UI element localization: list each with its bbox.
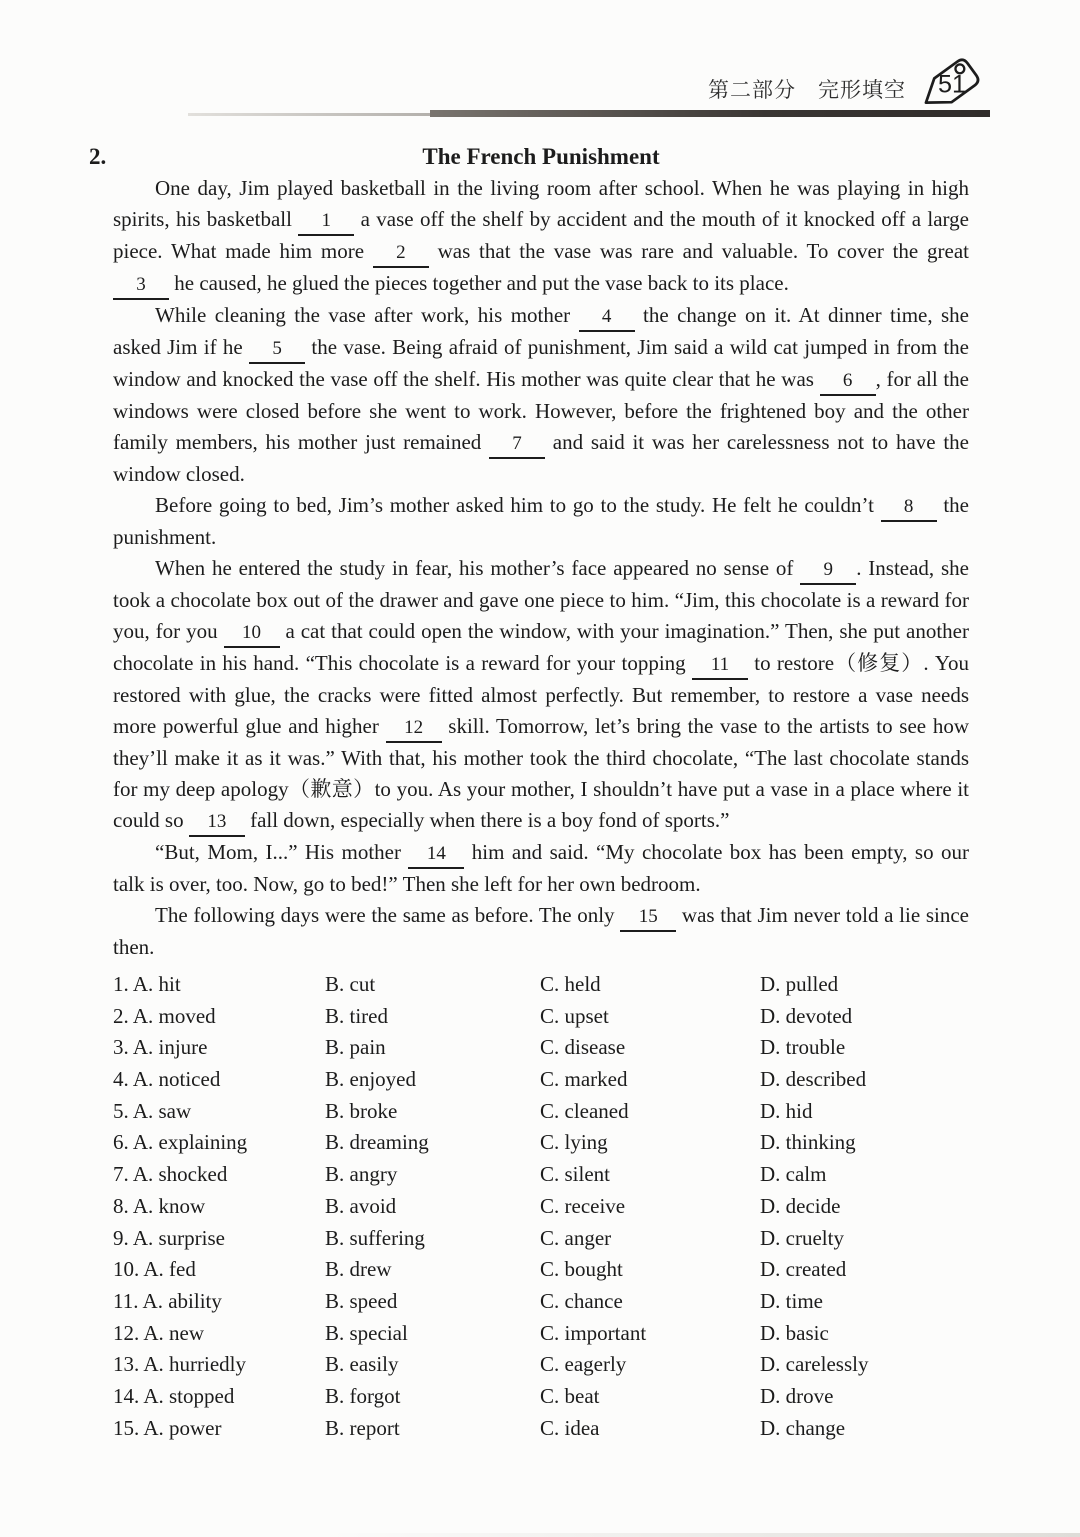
passage-paragraph-1: One day, Jim played basketball in the living room after school. When he was playing in high spirits, his basketball 1 a vase off the shelf by accident and the mouth of it knocked off a large piece. What made him more 2 was that the vase was rare and valuable. To cover the great 3 he caused, he glued the pieces together and put the vase back to its place. bbox=[113, 173, 969, 300]
option-11-B: B. speed bbox=[325, 1288, 398, 1313]
option-8-B: B. avoid bbox=[325, 1193, 397, 1218]
option-6-C: C. lying bbox=[540, 1130, 608, 1155]
option-15-C: C. idea bbox=[540, 1415, 600, 1440]
option-8-C: C. receive bbox=[540, 1193, 626, 1218]
blank-14: 14 bbox=[408, 842, 464, 869]
option-14-B: B. forgot bbox=[325, 1383, 401, 1408]
exercise-number: 2. bbox=[89, 144, 107, 169]
option-6-D: D. thinking bbox=[760, 1130, 856, 1155]
option-11-A: 11. A. ability bbox=[113, 1288, 222, 1313]
blank-7: 7 bbox=[489, 432, 545, 459]
blank-8: 8 bbox=[881, 495, 937, 522]
blank-12: 12 bbox=[386, 716, 442, 743]
passage-paragraph-4: When he entered the study in fear, his mother’s face appeared no sense of 9 . Instead, she took a chocolate box out of the drawer and gave one piece to him. “Jim, this chocolate is a reward for you, for you 10 a cat that could open the window, with your imagination.” Then, she put another chocolate in his hand. “This chocolate is a reward for your topping 11 to restore（修复）. You restored with glue, the cracks were fitted almost perfectly. But remember, to restore a vase needs more powerful glue and higher 12 skill. Tomorrow, let’s bring the vase to the artists to see how they’ll make it as it was.” With that, his mother took the third chocolate, “The last chocolate stands for my deep apology（歉意）to you. As your mother, I shouldn’t have put a vase in a place where it could so 13 fall down, especially when there is a boy fond of sports.” bbox=[113, 553, 969, 837]
passage-title: The French Punishment bbox=[422, 144, 660, 169]
option-4-B: B. enjoyed bbox=[325, 1067, 416, 1092]
option-row-7 bbox=[113, 1159, 969, 1191]
option-13-A: 13. A. hurriedly bbox=[113, 1352, 246, 1377]
passage-paragraph-6: The following days were the same as before. The only 15 was that Jim never told a lie since then. bbox=[113, 903, 969, 959]
option-row-15 bbox=[113, 1413, 969, 1445]
option-row-9 bbox=[113, 1223, 969, 1255]
option-row-14 bbox=[113, 1381, 969, 1413]
blank-9: 9 bbox=[800, 558, 856, 585]
option-row-1 bbox=[113, 969, 969, 1001]
option-9-B: B. suffering bbox=[325, 1225, 425, 1250]
option-9-C: C. anger bbox=[540, 1225, 612, 1250]
option-15-B: B. report bbox=[325, 1415, 400, 1440]
blank-10: 10 bbox=[224, 621, 280, 648]
option-14-A: 14. A. stopped bbox=[113, 1383, 235, 1408]
option-2-D: D. devoted bbox=[760, 1003, 853, 1028]
passage-paragraph-3: Before going to bed, Jim’s mother asked him to go to the study. He felt he couldn’t 8 the punishment. bbox=[113, 493, 969, 549]
option-3-D: D. trouble bbox=[760, 1035, 846, 1060]
blank-1: 1 bbox=[298, 209, 354, 236]
option-5-D: D. hid bbox=[760, 1098, 813, 1123]
option-14-C: C. beat bbox=[540, 1383, 600, 1408]
option-12-D: D. basic bbox=[760, 1320, 829, 1345]
blank-4: 4 bbox=[579, 305, 635, 332]
option-12-A: 12. A. new bbox=[113, 1320, 204, 1345]
option-10-A: 10. A. fed bbox=[113, 1257, 196, 1282]
option-9-A: 9. A. surprise bbox=[113, 1225, 225, 1250]
option-11-D: D. time bbox=[760, 1288, 823, 1313]
option-6-B: B. dreaming bbox=[325, 1130, 429, 1155]
blank-11: 11 bbox=[692, 653, 748, 680]
blank-3: 3 bbox=[113, 273, 169, 300]
option-row-8 bbox=[113, 1191, 969, 1223]
option-row-12 bbox=[113, 1318, 969, 1350]
option-10-C: C. bought bbox=[540, 1257, 623, 1282]
scan-bottom-edge bbox=[0, 1533, 1080, 1537]
worksheet-content bbox=[89, 142, 969, 1444]
option-2-B: B. tired bbox=[325, 1003, 388, 1028]
option-13-C: C. eagerly bbox=[540, 1352, 627, 1377]
option-12-B: B. special bbox=[325, 1320, 408, 1345]
option-14-D: D. drove bbox=[760, 1383, 834, 1408]
option-13-B: B. easily bbox=[325, 1352, 399, 1377]
passage-paragraph-5: “But, Mom, I...” His mother 14 him and said. “My chocolate box has been empty, so our talk is over, too. Now, go to bed!” Then she left for her own bedroom. bbox=[113, 840, 969, 896]
option-5-C: C. cleaned bbox=[540, 1098, 629, 1123]
option-10-B: B. drew bbox=[325, 1257, 392, 1282]
option-5-B: B. broke bbox=[325, 1098, 398, 1123]
option-15-A: 15. A. power bbox=[113, 1415, 222, 1440]
option-8-A: 8. A. know bbox=[113, 1193, 206, 1218]
option-4-D: D. described bbox=[760, 1067, 867, 1092]
option-row-11 bbox=[113, 1286, 969, 1318]
option-7-C: C. silent bbox=[540, 1162, 611, 1187]
option-row-6 bbox=[113, 1127, 969, 1159]
option-6-A: 6. A. explaining bbox=[113, 1130, 248, 1155]
option-3-A: 3. A. injure bbox=[113, 1035, 208, 1060]
blank-5: 5 bbox=[249, 337, 305, 364]
option-7-B: B. angry bbox=[325, 1162, 398, 1187]
option-4-A: 4. A. noticed bbox=[113, 1067, 221, 1092]
section-header-label: 第二部分 完形填空 bbox=[708, 78, 906, 102]
option-10-D: D. created bbox=[760, 1257, 847, 1282]
option-2-A: 2. A. moved bbox=[113, 1003, 216, 1028]
option-row-4 bbox=[113, 1064, 969, 1096]
option-12-C: C. important bbox=[540, 1320, 647, 1345]
options-list bbox=[113, 969, 969, 1444]
option-row-5 bbox=[113, 1096, 969, 1128]
option-row-2 bbox=[113, 1001, 969, 1033]
option-13-D: D. carelessly bbox=[760, 1352, 869, 1377]
option-8-D: D. decide bbox=[760, 1193, 841, 1218]
option-11-C: C. chance bbox=[540, 1288, 623, 1313]
option-3-B: B. pain bbox=[325, 1035, 386, 1060]
option-5-A: 5. A. saw bbox=[113, 1098, 192, 1123]
option-1-C: C. held bbox=[540, 972, 601, 996]
option-row-13 bbox=[113, 1349, 969, 1381]
option-1-B: B. cut bbox=[325, 972, 376, 996]
option-9-D: D. cruelty bbox=[760, 1225, 844, 1250]
passage-paragraph-2: While cleaning the vase after work, his mother 4 the change on it. At dinner time, she asked Jim if he 5 the vase. Being afraid of punishment, Jim said a wild cat jumped in from the window and knocked the vase off the shelf. His mother was quite clear that he was 6 , for all the windows were closed before she went to work. However, before the frightened boy and the other family members, his mother just remained 7 and said it was her carelessness not to have the window closed. bbox=[113, 303, 969, 486]
blank-2: 2 bbox=[373, 241, 429, 268]
option-7-A: 7. A. shocked bbox=[113, 1162, 228, 1187]
option-1-A: 1. A. hit bbox=[113, 972, 181, 996]
option-3-C: C. disease bbox=[540, 1035, 626, 1060]
blank-15: 15 bbox=[620, 905, 676, 932]
option-1-D: D. pulled bbox=[760, 972, 839, 996]
option-15-D: D. change bbox=[760, 1415, 846, 1440]
page-number: 51 bbox=[938, 70, 967, 99]
option-4-C: C. marked bbox=[540, 1067, 628, 1092]
option-7-D: D. calm bbox=[760, 1162, 827, 1187]
option-2-C: C. upset bbox=[540, 1003, 609, 1028]
option-row-10 bbox=[113, 1254, 969, 1286]
option-row-3 bbox=[113, 1032, 969, 1064]
blank-13: 13 bbox=[189, 810, 245, 837]
passage bbox=[113, 173, 969, 963]
header-divider-thick bbox=[430, 110, 990, 117]
blank-6: 6 bbox=[820, 369, 876, 396]
